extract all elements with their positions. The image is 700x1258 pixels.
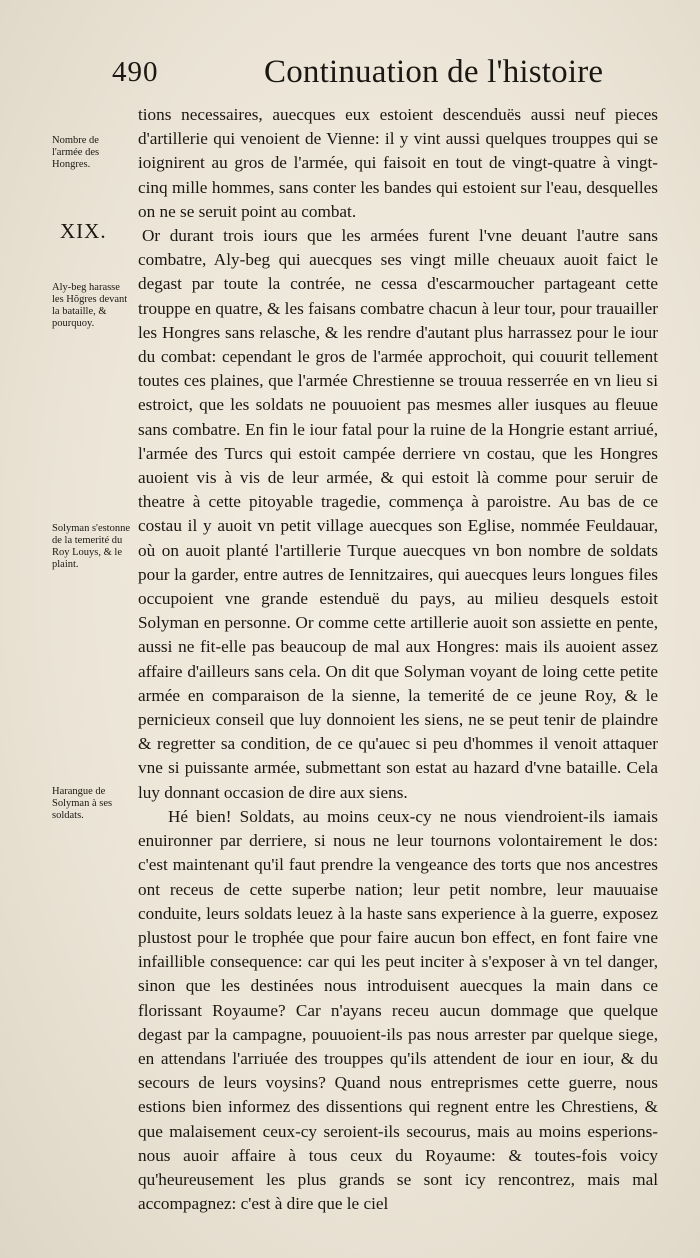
margin-note-aly-beg: Aly-beg harasse les Hõgres devant la bataille, & pourquoy. — [52, 282, 128, 329]
main-text — [138, 103, 658, 1216]
page-header — [112, 54, 604, 94]
running-title: Continuation de l'histoire — [264, 54, 604, 90]
section-number: XIX. — [60, 219, 107, 243]
paragraph-section-xix: Or durant trois iours que les armées furent l'vne deuant l'autre sans combatre, Aly-beg qui auecques ses vingt mille cheuaux auoit faict le degast par toute la contrée, ne cessa d'escarmoucher partageant cette trouppe en quatre, & les faisans combatre chacun à leur tour, pour trauailler les Hongres sans relasche, & les rendre d'autant plus harrassez pour le iour du combat: cependant le gros de l'armée approchoit, qui couurit tellement toutes ces plaines, que l'armée Chrestienne se trouua resserrée en vn lieu si estroict, que les soldats ne pouuoient pas mesmes aller iusques au fleuue sans combatre. En fin le iour fatal pour la ruine de la Hongrie estant arriué, l'armée des Turcs qui estoit campée derriere vn costau, que les Hongres auoient vis à vis de leur armée, & qui estoit là comme pour seruir de theatre à cette pitoyable tragedie, commença à paroistre. Au bas de ce costau il y auoit vn petit village auecques son Eglise, nommée Feuldauar, où on auoit planté l'artillerie Turque auecques vn bon nombre de soldats pour la garder, entre autres de Iennitzaires, qui auecques leurs longues files occupoient vne grande estenduë du pays, au milieu desquels estoit Solyman en personne. Or comme cette artillerie auoit son assiette en pente, aussi ne fit-elle pas beaucoup de mal aux Hongres: mais ils auoient assez affaire d'ailleurs sans cela. On dit que Solyman voyant de loing cette petite armée en comparaison de la sienne, la temerité de ce jeune Roy, & le pernicieux conseil que luy donnoient les siens, ne se peut tenir de plaindre & regretter sa condition, de ce qu'auec si peu d'hommes il venoit attaquer vne si puissante armée, submettant son estat au hazard d'vne bataille. Cela luy donnant occasion de dire aux siens. — [138, 226, 658, 802]
paragraph-continuation: tions necessaires, auecques eux estoient descenduës aussi neuf pieces d'artillerie qui venoient de Vienne: il y vint aussi quelques trouppes qui se ioignirent au gros de l'armée, qui faisoit en tout de vingt-quatre à vingt-cinq mille hommes, sans conter les bandes qui estoient sur l'eau, desquelles on ne se seruit point au combat. — [138, 105, 658, 221]
margin-note-army-size: Nombre de l'armée des Hongres. — [52, 135, 100, 170]
page-number: 490 — [112, 56, 159, 88]
margin-note-harangue: Harangue de Solyman à ses soldats. — [52, 786, 113, 821]
margin-note-solyman: Solyman s'estonne de la temerité du Roy Louys, & le plaint. — [52, 523, 131, 570]
paragraph-harangue: Hé bien! Soldats, au moins ceux-cy ne nous viendroient-ils iamais enuironner par derriere, si nous ne leur tournons volontairement le dos: c'est maintenant qu'il faut prendre la vengeance des torts que nos ancestres ont receus de cette superbe nation; leur petit nombre, leur mauuaise conduite, leurs soldats leuez à la haste sans experience à la guerre, exposez plustost pour le trophée que pour faire aucun bon effect, en font faire vne infaillible consequence: car qui les peut inciter à s'exposer à vn tel danger, sinon que les destinées nous introduisent auecques la main dans ce florissant Royaume? Car n'ayans receu aucun dommage que quelque degast par la campagne, pouuoient-ils pas nous arrester par quelque siege, en attendans l'arriuée des trouppes qu'ils attendent de iour en iour, & du secours de leurs voysins? Quand nous entreprismes cette guerre, nous estions bien informez des dissentions qui regnent entre les Chrestiens, & que malaisement ceux-cy seroient-ils secourus, mais au moins esperions-nous auoir affaire à tous ceux du Royaume: & toutes-fois voicy qu'heureusement les plus grands se sont icy rencontrez, mais mal accompagnez: c'est à dire que le ciel — [138, 806, 658, 1214]
